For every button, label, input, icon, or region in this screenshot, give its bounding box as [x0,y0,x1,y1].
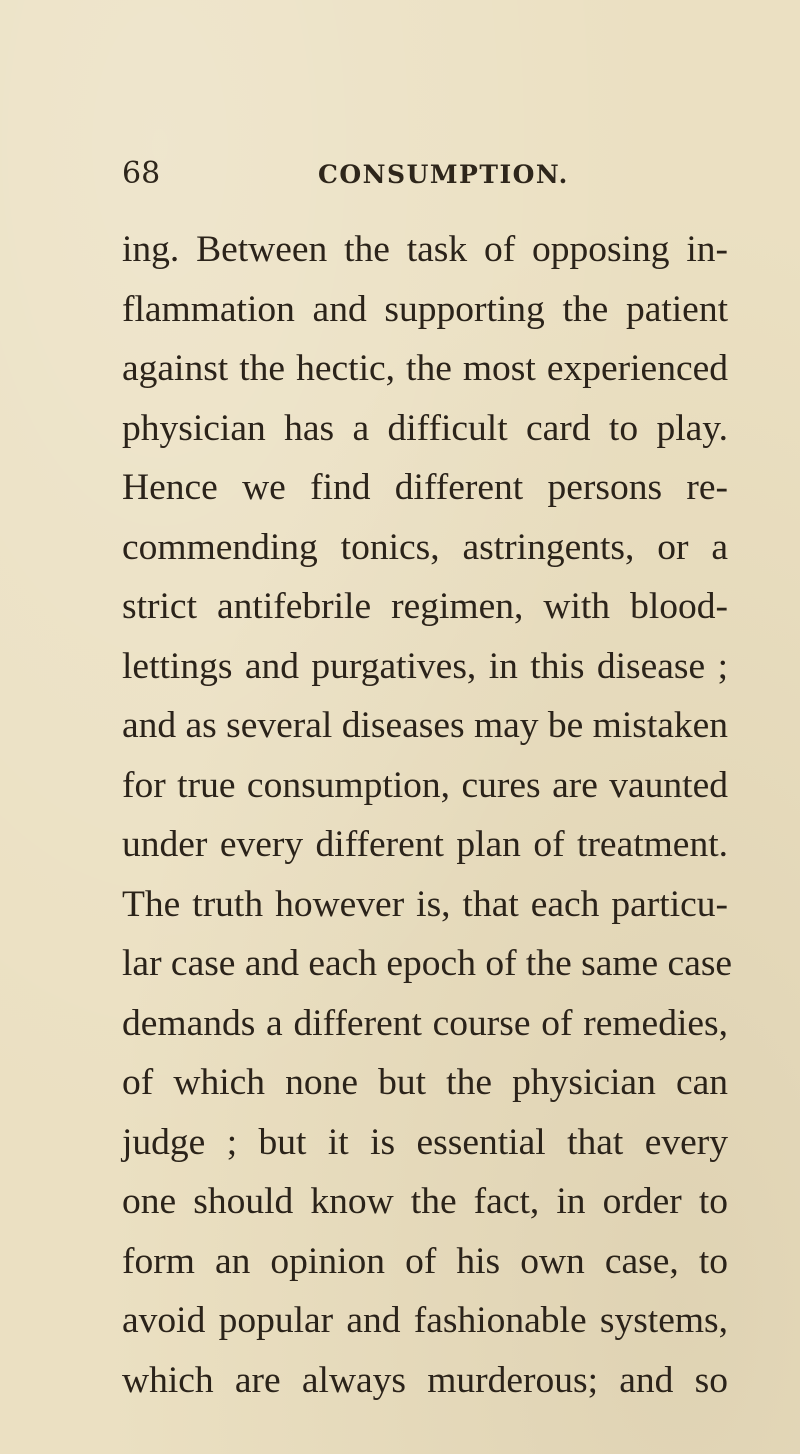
text-line: demands a different course of remedies, [122,1002,728,1044]
text-line: flammation and supporting the patient [122,288,728,330]
text-line: physician has a difficult card to play. [122,407,728,449]
text-line: for true consumption, cures are vaunted [122,764,728,806]
text-line: lettings and purgatives, in this disease ; [122,645,728,687]
running-title: CONSUMPTION. [318,160,569,189]
text-line: Hence we find different persons re- [122,467,728,508]
body-text [122,220,733,1410]
running-head [122,156,742,206]
text-line: of which none but the physician can [122,1062,728,1103]
text-line: which are always murderous; and so [122,1359,728,1401]
text-line: strict antifebrile regimen, with blood- [122,586,728,627]
page-number: 68 [122,156,161,191]
text-line: against the hectic, the most experienced [122,348,728,389]
text-line: avoid popular and fashionable systems, [122,1300,728,1341]
text-line: The truth however is, that each particu- [122,883,728,925]
text-line: and as several diseases may be mistaken [122,705,729,746]
text-line: under every different plan of treatment. [122,824,728,865]
text-line: ing. Between the task of opposing in- [122,229,728,270]
text-line: lar case and each epoch of the same case [122,943,733,984]
text-line: one should know the fact, in order to [122,1181,728,1222]
text-line: form an opinion of his own case, to [122,1240,728,1282]
text-line: commending tonics, astringents, or a [122,526,728,568]
text-line: judge ; but it is essential that every [122,1121,728,1163]
